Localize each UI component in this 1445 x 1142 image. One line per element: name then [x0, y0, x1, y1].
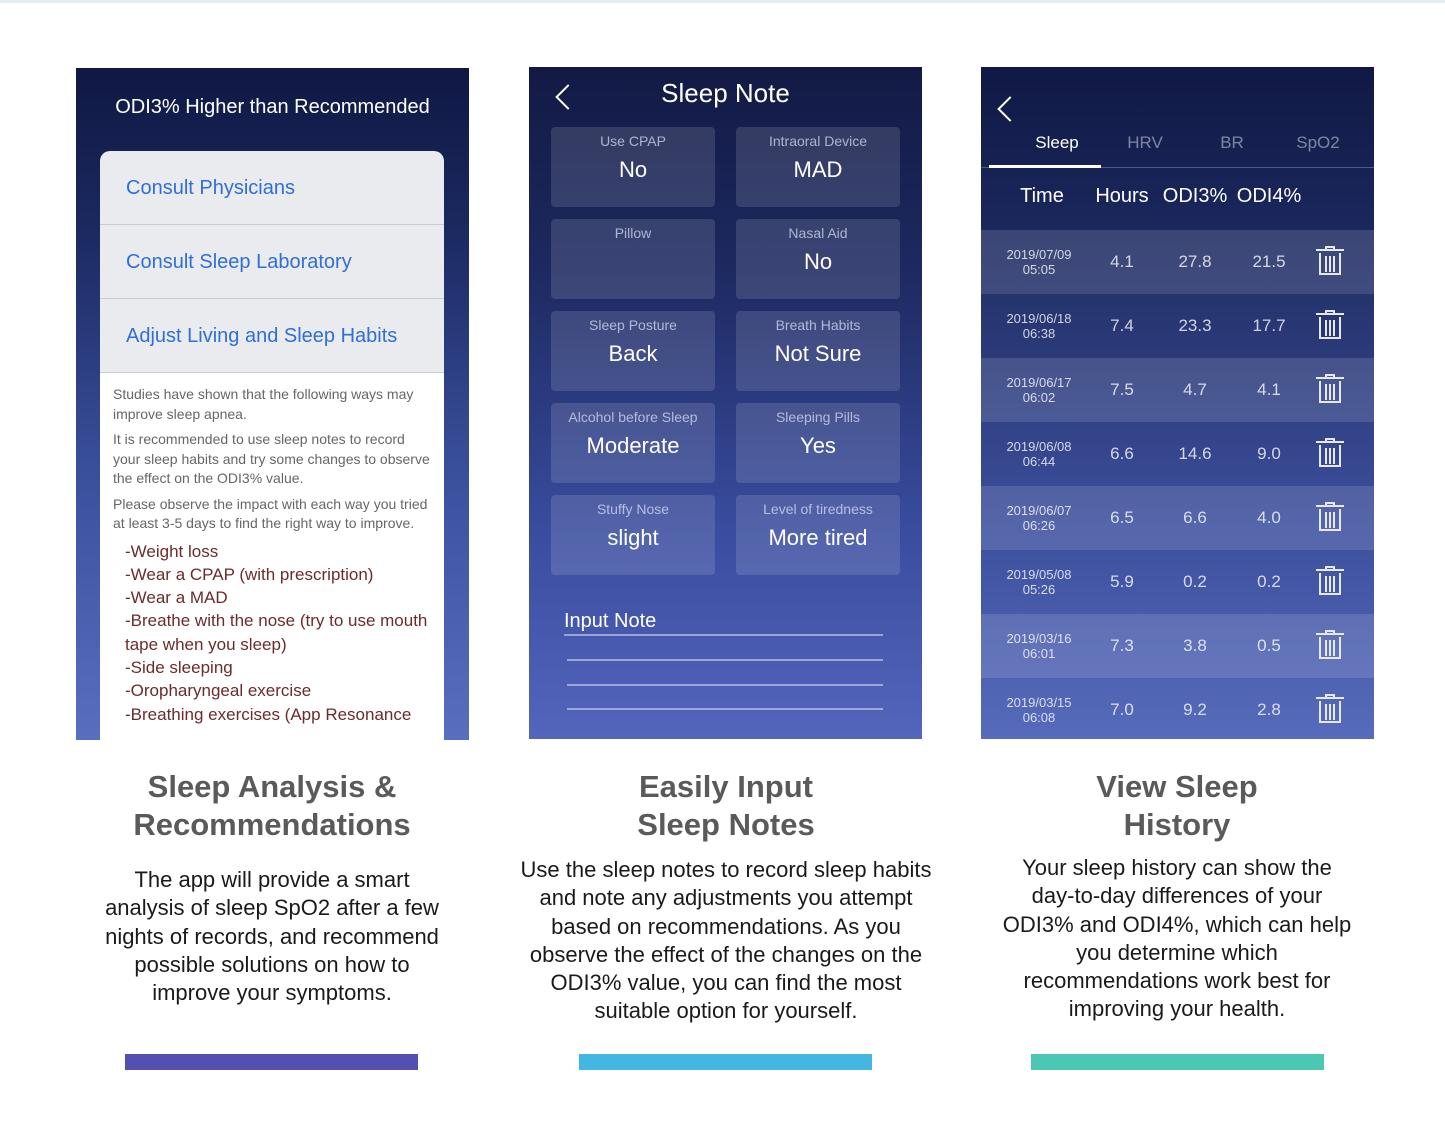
- caption-title-line: Easily Input: [639, 769, 813, 804]
- tile-intraoral-device[interactable]: [736, 127, 900, 207]
- trash-icon-lid: [1316, 505, 1344, 507]
- analysis-screen: [76, 68, 469, 740]
- trash-icon[interactable]: [1316, 630, 1344, 660]
- tile-nasal-aid[interactable]: [736, 219, 900, 299]
- row-time: 06:26: [1022, 518, 1056, 533]
- tile-value: MAD: [793, 157, 843, 182]
- trash-icon-bar: [1333, 384, 1335, 400]
- caption-line: Your sleep history can show the: [1022, 855, 1332, 880]
- row-datetime: [981, 375, 1097, 405]
- tile-value: Not Sure: [774, 341, 862, 366]
- row-hours: 7.4: [1110, 316, 1134, 335]
- row-date: 2019/06/08: [1006, 439, 1072, 454]
- caption-title: [506, 768, 946, 844]
- trash-icon[interactable]: [1316, 310, 1344, 340]
- row-odi3: 27.8: [1178, 252, 1212, 271]
- recommendation-details: [100, 373, 444, 740]
- note-input[interactable]: Input Note: [564, 610, 657, 632]
- caption-line: The app will provide a smart: [134, 867, 410, 892]
- habit-list-item: -Breathing exercises (App Resonance: [125, 704, 412, 724]
- sleep-note-screen: [529, 67, 922, 739]
- caption-title-line: Sleep Analysis &: [147, 769, 397, 804]
- trash-icon-bar: [1325, 640, 1327, 656]
- caption-title: [52, 768, 492, 844]
- table-row[interactable]: [981, 230, 1374, 294]
- row-odi3: 0.2: [1183, 572, 1207, 591]
- trash-icon-bar: [1325, 384, 1327, 400]
- tab-bar: [981, 133, 1374, 167]
- trash-icon-bar: [1325, 448, 1327, 464]
- trash-icon-lid: [1316, 249, 1344, 251]
- row-odi3: 14.6: [1178, 444, 1212, 463]
- trash-icon-bar: [1333, 256, 1335, 272]
- tile-label: Intraoral Device: [768, 133, 868, 149]
- note-line: [567, 708, 883, 710]
- recommendation-card: [100, 151, 444, 740]
- row-time: 06:44: [1022, 454, 1056, 469]
- adjust-habits-option[interactable]: Adjust Living and Sleep Habits: [100, 299, 444, 373]
- row-odi4: 4.0: [1257, 508, 1281, 527]
- habit-list-item: -Wear a MAD: [125, 588, 228, 608]
- row-hours: 4.1: [1110, 252, 1134, 271]
- tab-br[interactable]: BR: [1220, 133, 1244, 152]
- details-paragraph: Please observe the impact with each way you tried at least 3-5 days to find the right way to improve.: [113, 495, 428, 531]
- accent-bar: [579, 1054, 872, 1070]
- tile-value: Moderate: [586, 433, 680, 458]
- trash-icon-bar: [1329, 512, 1331, 528]
- tile-pillow[interactable]: [551, 219, 715, 299]
- habit-list-item: -Side sleeping: [125, 657, 233, 677]
- caption-line: suitable option for yourself.: [594, 998, 858, 1024]
- table-row[interactable]: [981, 294, 1374, 358]
- note-line: [564, 634, 883, 636]
- trash-icon-bar: [1333, 704, 1335, 720]
- trash-icon-bar: [1325, 320, 1327, 336]
- tile-value: slight: [607, 525, 659, 550]
- tile-stuffy-nose[interactable]: [551, 495, 715, 575]
- trash-icon-lid: [1316, 697, 1344, 699]
- caption-line: possible solutions on how to: [134, 951, 410, 977]
- row-hours: 7.0: [1110, 700, 1134, 719]
- table-row[interactable]: [981, 422, 1374, 486]
- row-datetime: [981, 695, 1097, 725]
- row-odi3: 3.8: [1183, 636, 1207, 655]
- top-divider: [0, 0, 1445, 3]
- row-date: 2019/05/08: [1006, 567, 1072, 582]
- caption-line: improve your symptoms.: [152, 980, 392, 1006]
- caption-line: Use the sleep notes to record sleep habits: [520, 857, 932, 882]
- row-hours: 7.3: [1110, 636, 1134, 655]
- habit-list-item: -Weight loss: [125, 541, 219, 561]
- caption-line: you determine which: [1076, 939, 1278, 965]
- trash-icon-bar: [1329, 448, 1331, 464]
- note-line: [567, 684, 883, 686]
- caption-line: analysis of sleep SpO2 after a few: [105, 895, 439, 921]
- row-odi3: 23.3: [1178, 316, 1212, 335]
- trash-icon-bar: [1333, 448, 1335, 464]
- tile-value: More tired: [768, 525, 868, 550]
- tile-label: Nasal Aid: [788, 225, 848, 241]
- caption-title-line: Sleep Notes: [637, 807, 815, 842]
- row-time: 06:38: [1022, 326, 1056, 341]
- row-hours: 7.5: [1110, 380, 1134, 399]
- trash-icon[interactable]: [1316, 438, 1344, 468]
- trash-icon-bar: [1325, 512, 1327, 528]
- row-time: 06:08: [1022, 710, 1056, 725]
- consult-physicians-option[interactable]: Consult Physicians: [100, 151, 444, 225]
- row-odi4: 9.0: [1257, 444, 1281, 463]
- row-odi3: 9.2: [1183, 700, 1207, 719]
- tab-sleep[interactable]: Sleep: [1035, 133, 1079, 152]
- trash-icon-lid: [1316, 377, 1344, 379]
- row-odi4: 21.5: [1252, 252, 1286, 271]
- details-paragraph: It is recommended to use sleep notes to record your sleep habits and try some changes to observe the effect on the ODI3% value.: [113, 431, 430, 486]
- row-date: 2019/06/18: [1006, 311, 1072, 326]
- row-time: 05:26: [1022, 582, 1056, 597]
- tile-use-cpap[interactable]: [551, 127, 715, 207]
- caption-title: [957, 768, 1397, 844]
- table-row[interactable]: [981, 678, 1374, 739]
- trash-icon-lid: [1316, 633, 1344, 635]
- row-date: 2019/06/07: [1006, 503, 1072, 518]
- row-date: 2019/06/17: [1006, 375, 1072, 390]
- caption-line: observe the effect of the changes on the: [529, 941, 923, 967]
- caption-line: based on recommendations. As you: [551, 913, 901, 939]
- tile-value: Yes: [800, 433, 836, 458]
- row-odi4: 4.1: [1257, 380, 1281, 399]
- tile-label: Sleeping Pills: [775, 409, 861, 425]
- caption-text: [962, 854, 1392, 1024]
- row-odi4: 0.5: [1257, 636, 1281, 655]
- row-hours: 5.9: [1110, 572, 1134, 591]
- tile-sleep-posture[interactable]: [551, 311, 715, 391]
- caption-text: [72, 866, 472, 1007]
- column-header: Time: [1020, 185, 1064, 207]
- table-row[interactable]: [981, 550, 1374, 614]
- row-time: 06:02: [1022, 390, 1056, 405]
- trash-icon-bar: [1329, 256, 1331, 272]
- row-datetime: [981, 311, 1097, 341]
- history-table: [981, 230, 1374, 739]
- row-odi4: 17.7: [1252, 316, 1286, 335]
- accent-bar: [125, 1054, 418, 1070]
- trash-icon[interactable]: [1316, 694, 1344, 724]
- row-odi3: 4.7: [1183, 380, 1207, 399]
- page-title: Sleep Note: [661, 78, 790, 108]
- habit-list-item: -Oropharyngeal exercise: [125, 681, 312, 701]
- chevron-left-icon: [997, 96, 1022, 121]
- row-datetime: [981, 247, 1097, 277]
- row-hours: 6.6: [1110, 444, 1134, 463]
- tile-tiredness[interactable]: [736, 495, 900, 575]
- table-row[interactable]: [981, 614, 1374, 678]
- row-datetime: [981, 631, 1097, 661]
- caption-title-line: History: [1123, 807, 1231, 842]
- trash-icon-lid: [1316, 313, 1344, 315]
- back-button[interactable]: [995, 87, 1015, 121]
- trash-icon-bar: [1333, 320, 1335, 336]
- row-time: 05:05: [1022, 262, 1056, 277]
- row-date: 2019/03/16: [1006, 631, 1072, 646]
- tile-alcohol[interactable]: [551, 403, 715, 483]
- caption-title-line: Recommendations: [133, 807, 411, 842]
- habit-list-item: -Breathe with the nose (try to use mouth tape when you sleep): [125, 611, 428, 654]
- caption-line: improving your health.: [1068, 996, 1286, 1022]
- caption-line: recommendations work best for: [1023, 968, 1331, 994]
- note-line: [567, 659, 883, 661]
- tile-label: Pillow: [614, 225, 652, 241]
- row-datetime: [981, 439, 1097, 469]
- trash-icon-bar: [1325, 256, 1327, 272]
- caption-text: [491, 856, 961, 1026]
- trash-icon-bar: [1329, 384, 1331, 400]
- row-datetime: [981, 503, 1097, 533]
- trash-icon[interactable]: [1316, 246, 1344, 276]
- accent-bar: [1031, 1054, 1324, 1070]
- caption-line: and note any adjustments you attempt: [539, 885, 913, 911]
- row-date: 2019/07/09: [1006, 247, 1072, 262]
- tab-hrv[interactable]: HRV: [1127, 133, 1163, 152]
- sleep-history-screen: [981, 67, 1374, 739]
- trash-icon[interactable]: [1316, 566, 1344, 596]
- tile-breath-habits[interactable]: [736, 311, 900, 391]
- habit-list-item: -Wear a CPAP (with prescription): [125, 564, 374, 584]
- tile-label: Sleep Posture: [589, 317, 677, 333]
- tile-value: No: [618, 157, 648, 182]
- habit-list: [113, 540, 432, 726]
- trash-icon-lid: [1316, 441, 1344, 443]
- table-row[interactable]: [981, 486, 1374, 550]
- tile-label: Use CPAP: [600, 133, 666, 149]
- tile-label: Breath Habits: [775, 317, 861, 333]
- consult-sleep-lab-option[interactable]: Consult Sleep Laboratory: [100, 225, 444, 299]
- caption-line: day-to-day differences of your: [1031, 883, 1323, 909]
- trash-icon-bar: [1333, 512, 1335, 528]
- caption-line: nights of records, and recommend: [105, 923, 439, 949]
- details-paragraph: Studies have shown that the following ways may improve sleep apnea.: [113, 386, 414, 422]
- caption-line: ODI3% and ODI4%, which can help: [1002, 911, 1352, 937]
- tile-value: Back: [608, 341, 658, 366]
- trash-icon-bar: [1329, 576, 1331, 592]
- trash-icon[interactable]: [1316, 502, 1344, 532]
- row-hours: 6.5: [1110, 508, 1134, 527]
- table-row[interactable]: [981, 358, 1374, 422]
- table-header: [981, 185, 1374, 211]
- tile-sleeping-pills[interactable]: [736, 403, 900, 483]
- caption-line: ODI3% value, you can find the most: [550, 970, 902, 996]
- tab-spo2[interactable]: SpO2: [1296, 133, 1340, 152]
- trash-icon-bar: [1329, 704, 1331, 720]
- row-datetime: [981, 567, 1097, 597]
- trash-icon-bar: [1325, 704, 1327, 720]
- row-time: 06:01: [1022, 646, 1056, 661]
- column-header: ODI4%: [1236, 185, 1302, 207]
- row-odi3: 6.6: [1183, 508, 1207, 527]
- row-date: 2019/03/15: [1006, 695, 1072, 710]
- trash-icon-bar: [1329, 320, 1331, 336]
- tile-label: Level of tiredness: [763, 501, 873, 517]
- trash-icon[interactable]: [1316, 374, 1344, 404]
- trash-icon-bar: [1333, 640, 1335, 656]
- tile-value: No: [803, 249, 833, 274]
- trash-icon-bar: [1329, 640, 1331, 656]
- caption-title-line: View Sleep: [1096, 769, 1258, 804]
- trash-icon-bar: [1333, 576, 1335, 592]
- column-header: Hours: [1095, 185, 1149, 207]
- tile-label: Alcohol before Sleep: [568, 409, 698, 425]
- tab-divider: [981, 167, 1374, 168]
- row-odi4: 2.8: [1257, 700, 1281, 719]
- trash-icon-bar: [1325, 576, 1327, 592]
- tile-label: Stuffy Nose: [596, 501, 670, 517]
- column-header: ODI3%: [1162, 185, 1228, 207]
- analysis-header: ODI3% Higher than Recommended: [115, 96, 430, 118]
- trash-icon-lid: [1316, 569, 1344, 571]
- row-odi4: 0.2: [1257, 572, 1281, 591]
